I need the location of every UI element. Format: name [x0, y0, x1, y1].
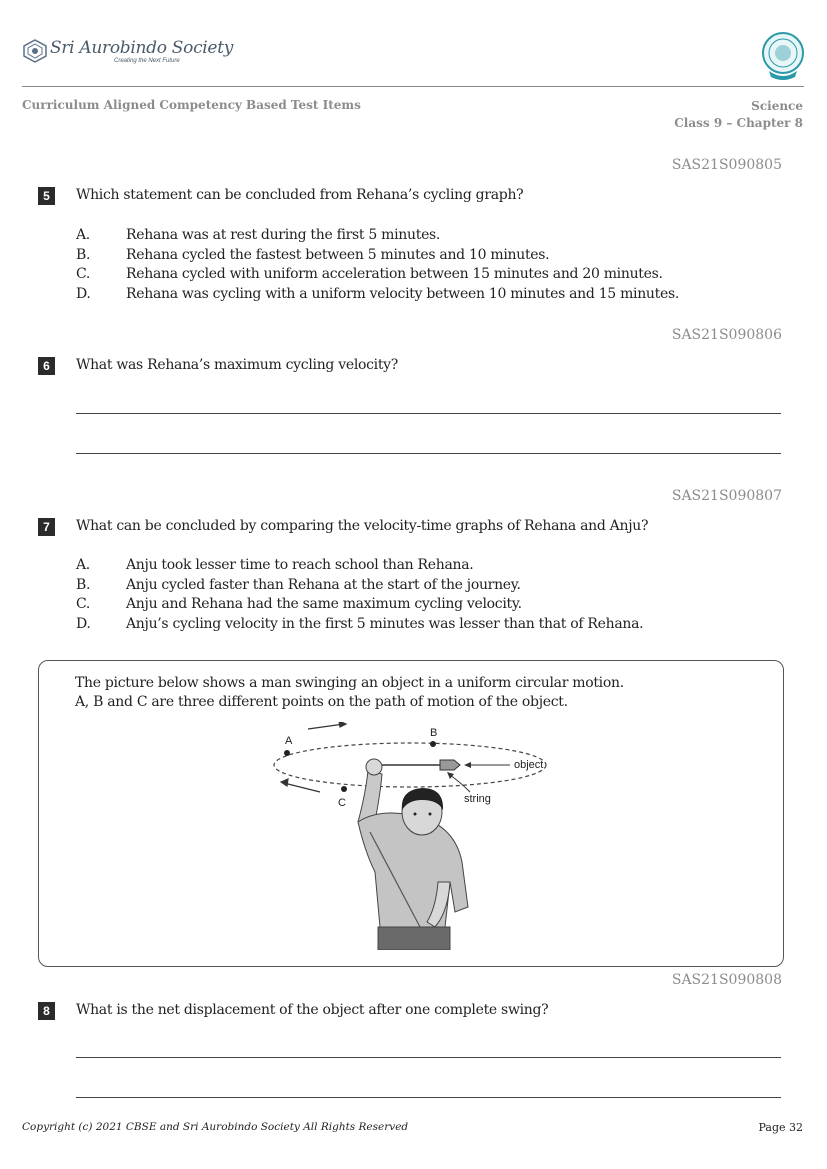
option-text: Rehana cycled with uniform acceleration between 15 minutes and 20 minutes.: [126, 266, 663, 282]
question-code: SAS21S090807: [671, 488, 782, 504]
option-text: Rehana was at rest during the first 5 minutes.: [126, 227, 441, 243]
option-letter: C.: [76, 266, 91, 282]
class-chapter-label: Class 9 – Chapter 8: [674, 116, 803, 130]
passage-line: The picture below shows a man swinging an object in a uniform circular motion.: [75, 675, 624, 691]
point-b-label: B: [430, 727, 438, 739]
header-divider: [22, 86, 804, 87]
point-c-label: C: [338, 797, 346, 809]
point-c: [341, 786, 347, 792]
question-code: SAS21S090805: [671, 157, 782, 173]
copyright-notice: Copyright (c) 2021 CBSE and Sri Aurobindo Society All Rights Reserved: [22, 1121, 409, 1133]
option-text: Rehana cycled the fastest between 5 minutes and 10 minutes.: [126, 246, 550, 263]
option-letter: B.: [76, 576, 91, 593]
logo-tagline: Creating the Next Future: [114, 58, 180, 64]
point-a: [284, 750, 290, 756]
sri-aurobindo-society-logo: [22, 36, 234, 70]
point-b: [430, 741, 436, 747]
string-label: string: [464, 793, 491, 805]
question-text: What was Rehana’s maximum cycling velocity?: [76, 357, 398, 373]
option-text: Anju and Rehana had the same maximum cycling velocity.: [126, 596, 522, 612]
page-number: Page 32: [758, 1121, 803, 1134]
point-a-label: A: [285, 735, 293, 747]
question-number: 7: [38, 518, 55, 536]
circular-motion-figure: [270, 722, 560, 950]
option-letter: C.: [76, 596, 91, 612]
logo-brand-text: Sri Aurobindo Society: [50, 38, 234, 58]
answer-line[interactable]: [76, 453, 781, 454]
option-text: Anju’s cycling velocity in the first 5 minutes was lesser than that of Rehana.: [126, 615, 644, 632]
answer-line[interactable]: [76, 413, 781, 414]
option-text: Rehana was cycling with a uniform velocity between 10 minutes and 15 minutes.: [126, 285, 679, 302]
option-letter: A.: [76, 227, 90, 243]
option-letter: B.: [76, 246, 91, 263]
option-letter: D.: [76, 285, 91, 302]
question-code: SAS21S090808: [671, 972, 782, 988]
question-number: 8: [38, 1002, 55, 1020]
society-emblem-icon: [22, 38, 48, 64]
cbse-seal-icon: [759, 31, 807, 83]
subject-label: Science: [751, 99, 803, 113]
answer-line[interactable]: [76, 1057, 781, 1058]
option-text: Anju cycled faster than Rehana at the start of the journey.: [126, 576, 521, 593]
question-text: Which statement can be concluded from Rehana’s cycling graph?: [76, 187, 524, 203]
answer-line[interactable]: [76, 1097, 781, 1098]
question-number: 6: [38, 357, 55, 375]
passage-line: A, B and C are three different points on the path of motion of the object.: [75, 694, 568, 710]
question-code: SAS21S090806: [671, 327, 782, 343]
object-label: object: [514, 759, 544, 771]
question-number: 5: [38, 187, 55, 205]
option-letter: A.: [76, 557, 90, 573]
option-text: Anju took lesser time to reach school than Rehana.: [126, 557, 474, 573]
document-series-title: Curriculum Aligned Competency Based Test Items: [22, 98, 361, 112]
option-letter: D.: [76, 615, 91, 632]
subject-info: [674, 98, 803, 132]
question-text: What is the net displacement of the object after one complete swing?: [76, 1002, 549, 1018]
question-text: What can be concluded by comparing the velocity-time graphs of Rehana and Anju?: [76, 518, 649, 534]
